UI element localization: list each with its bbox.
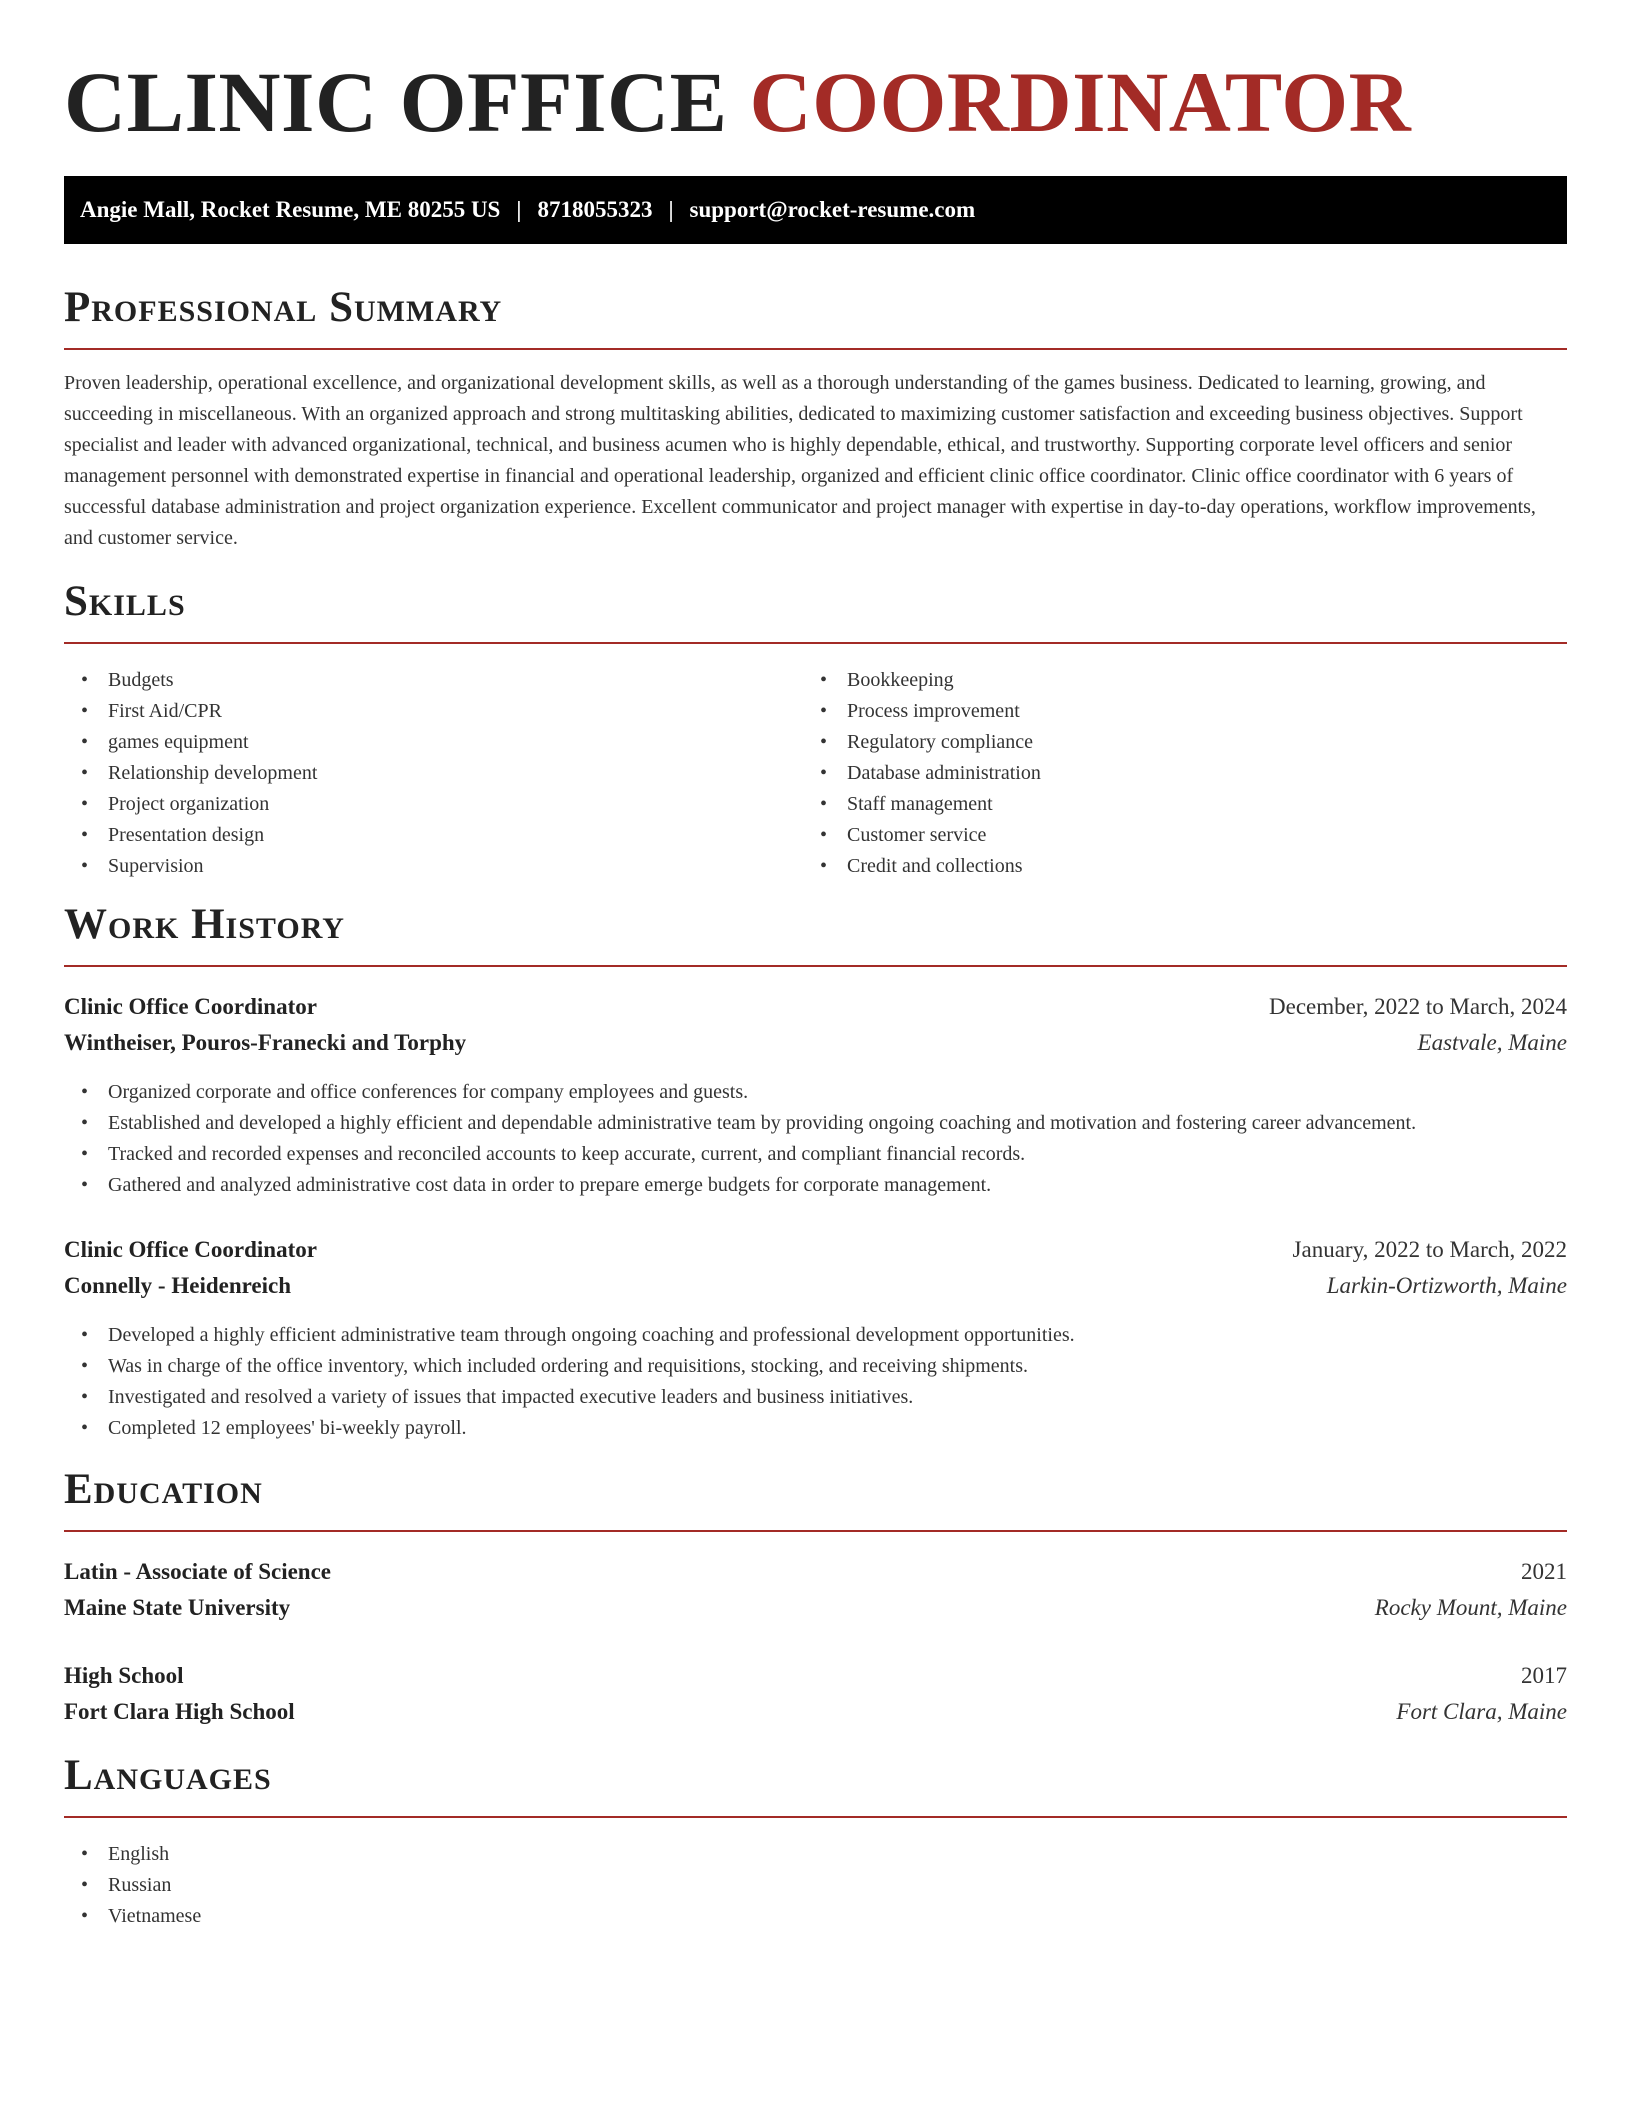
education-school: Fort Clara High School xyxy=(64,1699,295,1724)
skill-item: • Customer service xyxy=(803,820,1503,851)
skill-item: • Bookkeeping xyxy=(803,665,1503,696)
skill-item: • Project organization xyxy=(64,789,764,820)
education-header xyxy=(64,1554,1567,1590)
skill-item: • Supervision xyxy=(64,851,764,882)
contact-separator: | xyxy=(668,197,674,222)
job-title: Clinic Office Coordinator xyxy=(64,1237,317,1262)
job-bullets xyxy=(64,1320,1567,1444)
skill-item: • Credit and collections xyxy=(803,851,1503,882)
skills-list-right xyxy=(803,665,1503,882)
education-header xyxy=(64,1658,1567,1694)
education-subheader xyxy=(64,1590,1567,1626)
language-item: • Russian xyxy=(64,1870,201,1901)
contact-address: Angie Mall, Rocket Resume, ME 80255 US xyxy=(80,197,501,222)
education-school: Maine State University xyxy=(64,1595,291,1620)
job-bullet: • Completed 12 employees' bi-weekly payroll. xyxy=(64,1413,1567,1444)
education-degree: Latin - Associate of Science xyxy=(64,1559,332,1584)
education-location: Rocky Mount, Maine xyxy=(1374,1595,1567,1620)
job-dates: December, 2022 to March, 2024 xyxy=(1269,994,1567,1019)
skill-item: • Staff management xyxy=(803,789,1503,820)
job-location: Larkin-Ortizworth, Maine xyxy=(1326,1273,1567,1298)
page-title xyxy=(64,52,1411,152)
section-heading-languages: Languages xyxy=(64,1750,1567,1818)
languages-list xyxy=(64,1839,201,1932)
skill-item: • games equipment xyxy=(64,727,764,758)
job-header xyxy=(64,1232,1567,1268)
skills-list-left xyxy=(64,665,764,882)
education-year: 2021 xyxy=(1521,1559,1567,1584)
skill-item: • Presentation design xyxy=(64,820,764,851)
job-bullet: • Tracked and recorded expenses and reconciled accounts to keep accurate, current, and compliant financial records. xyxy=(64,1139,1567,1170)
section-heading-work: Work History xyxy=(64,899,1567,967)
education-degree: High School xyxy=(64,1663,184,1688)
contact-email: support@rocket-resume.com xyxy=(689,197,976,222)
job-bullet: • Was in charge of the office inventory, which included ordering and requisitions, stocking, and receiving shipments. xyxy=(64,1351,1567,1382)
contact-bar xyxy=(64,176,1567,244)
section-heading-summary: Professional Summary xyxy=(64,282,1567,350)
contact-phone: 8718055323 xyxy=(537,197,653,222)
title-part-1: CLINIC OFFICE xyxy=(64,54,728,150)
job-bullet: • Developed a highly efficient administrative team through ongoing coaching and professional development opportunities. xyxy=(64,1320,1567,1351)
education-year: 2017 xyxy=(1521,1663,1567,1688)
job-location: Eastvale, Maine xyxy=(1417,1030,1567,1055)
contact-separator: | xyxy=(516,197,522,222)
job-bullet: • Gathered and analyzed administrative cost data in order to prepare emerge budgets for corporate management. xyxy=(64,1170,1567,1201)
section-heading-education: Education xyxy=(64,1464,1567,1532)
job-bullet: • Established and developed a highly efficient and dependable administrative team by providing ongoing coaching and motivation and fostering career advancement. xyxy=(64,1108,1567,1139)
education-subheader xyxy=(64,1694,1567,1730)
education-location: Fort Clara, Maine xyxy=(1396,1699,1567,1724)
job-company: Connelly - Heidenreich xyxy=(64,1273,292,1298)
skill-item: • Process improvement xyxy=(803,696,1503,727)
skill-item: • Relationship development xyxy=(64,758,764,789)
section-heading-skills: Skills xyxy=(64,576,1567,644)
job-bullet: • Investigated and resolved a variety of issues that impacted executive leaders and business initiatives. xyxy=(64,1382,1567,1413)
job-subheader xyxy=(64,1268,1567,1304)
language-item: • English xyxy=(64,1839,201,1870)
job-title: Clinic Office Coordinator xyxy=(64,994,317,1019)
job-bullets xyxy=(64,1077,1567,1201)
language-item: • Vietnamese xyxy=(64,1901,201,1932)
skill-item: • Budgets xyxy=(64,665,764,696)
job-dates: January, 2022 to March, 2022 xyxy=(1292,1237,1567,1262)
skill-item: • Regulatory compliance xyxy=(803,727,1503,758)
summary-text: Proven leadership, operational excellence, and organizational development skills, as well as a thorough understanding of the games business. Dedicated to learning, growing, and succeeding in miscellaneous. With an organized approach and strong multitasking abilities, dedicated to maximizing customer satisfaction and exceeding business objectives. Support specialist and leader with advanced organizational, technical, and business acumen who is highly dependable, ethical, and trustworthy. Supporting corporate level officers and senior management personnel with demonstrated expertise in financial and operational leadership, organized and efficient clinic office coordinator. Clinic office coordinator with 6 years of successful database administration and project organization experience. Excellent communicator and project manager with expertise in day-to-day operations, workflow improvements, and customer service. xyxy=(64,372,1536,549)
skill-item: • First Aid/CPR xyxy=(64,696,764,727)
job-bullet: • Organized corporate and office conferences for company employees and guests. xyxy=(64,1077,1567,1108)
job-header xyxy=(64,989,1567,1025)
job-company: Wintheiser, Pouros-Franecki and Torphy xyxy=(64,1030,467,1055)
skill-item: • Database administration xyxy=(803,758,1503,789)
job-subheader xyxy=(64,1025,1567,1061)
title-part-2: COORDINATOR xyxy=(749,54,1412,150)
